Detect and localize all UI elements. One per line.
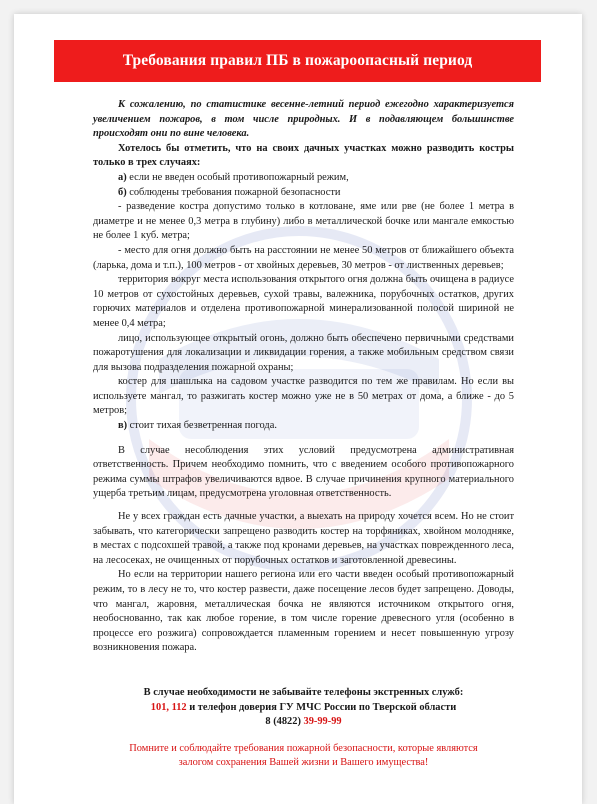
condition-a-marker: а) — [118, 171, 127, 183]
title-banner — [54, 40, 541, 82]
rule-pit: - разведение костра допустимо только в котловане, яме или рве (не более 1 метра в диаметре и не менее 0,3 метра в глубину) либо в металлической бочке или мангале емкостью не более 1 куб. метра; — [93, 201, 514, 242]
condition-b-marker: б) — [118, 186, 127, 198]
hotline-number-line — [93, 715, 514, 730]
phones-line — [93, 701, 514, 716]
hotline-label: и телефон доверия ГУ МЧС России по Тверской области — [186, 701, 457, 713]
hotline-number: 39-99-99 — [303, 716, 342, 727]
condition-c-marker: в) — [118, 420, 128, 432]
condition-c-text: стоит тихая безветренная погода. — [127, 420, 277, 432]
document-body — [93, 98, 514, 656]
phone-separator: , — [166, 701, 172, 713]
spacer — [93, 502, 514, 510]
document-page — [14, 14, 582, 804]
banner-title: Требования правил ПБ в пожароопасный период — [122, 52, 473, 69]
rule-distance: - место для огня должно быть на расстоянии не менее 50 метров от ближайшего объекта (ларька, дома и т.п.), 100 метров - от хвойных деревьев, 30 метров - от лиственных деревьев; — [93, 244, 514, 271]
condition-c — [93, 419, 514, 434]
rule-barbecue: костер для шашлыка на садовом участке разводится по тем же правилам. Но если вы используете мангал, то разжигать костер можно уже не в 50 метрах от дома, а ближе - до 5 метров; — [93, 376, 514, 417]
special-regime-paragraph: Но если на территории нашего региона или его части введен особый противопожарный режим, то в лесу не то, что костер развести, даже посещение лесов будет запрещено. Доводы, что мангал, жаровня, металлическая бочка не являются источником открытого огня, необоснованно, так как любое горение, в том числе горение древесного угля (особенно в процессе его розжига) сопровождается пламенным горением и несет повышенную угрозу возникновения пожара. — [93, 569, 514, 654]
emergency-phones — [93, 686, 514, 730]
intro-paragraph: К сожалению, по статистике весенне-летний период ежегодно характеризуется увеличением пожаров, в том числе природных. И в подавляющем большинстве происходят они по вине человека. — [93, 99, 514, 140]
rule-clearing: территория вокруг места использования открытого огня должна быть очищена в радиусе 10 метров от сухостойных деревьев, сухой травы, валежника, порубочных остатков, других горючих материалов и отделена противопожарной минерализованной полосой шириной не менее 0,4 метра; — [93, 274, 514, 329]
rule-equipment: лицо, использующее открытый огонь, должно быть обеспечено первичными средствами пожаротушения для локализации и ликвидации горения, а также мобильным средством связи для вызова подразделения пожарной охраны; — [93, 332, 514, 373]
prohibitions-paragraph: Не у всех граждан есть дачные участки, а выехать на природу хочется всем. Но не стоит забывать, что категорически запрещено разводить костер на торфяниках, хвойном молодняке, в местах с подсохшей травой, а также под кронами деревьев, на участках поврежденного леса, на лесосеках, не очищенных от порубочных остатков и заготовленной древесины. — [93, 511, 514, 566]
phone-112: 112 — [171, 701, 187, 713]
hotline-code: 8 (4822) — [265, 716, 304, 727]
footer-reminder — [93, 742, 514, 770]
footer-line-2: залогом сохранения Вашей жизни и Вашего имущества! — [178, 757, 429, 768]
spacer — [93, 434, 514, 444]
liability-paragraph: В случае несоблюдения этих условий предусмотрена административная ответственность. Причем необходимо помнить, что с введением особого противопожарного режима суммы штрафов увеличиваются вдвое. В случае причинения крупного материального ущерба третьим лицам, предусмотрена уголовная ответственность. — [93, 444, 514, 500]
condition-a-text: если не введен особый противопожарный режим, — [126, 171, 349, 183]
footer-line-1: Помните и соблюдайте требования пожарной безопасности, которые являются — [129, 743, 478, 754]
phones-intro: В случае необходимости не забывайте телефоны экстренных служб: — [143, 687, 464, 698]
phone-101: 101 — [150, 701, 167, 713]
condition-a — [93, 171, 514, 186]
condition-b-text: соблюдены требования пожарной безопасности — [126, 186, 341, 198]
condition-b — [93, 186, 514, 201]
lead-paragraph: Хотелось бы отметить, что на своих дачных участках можно разводить костры только в трех случаях: — [93, 142, 514, 169]
